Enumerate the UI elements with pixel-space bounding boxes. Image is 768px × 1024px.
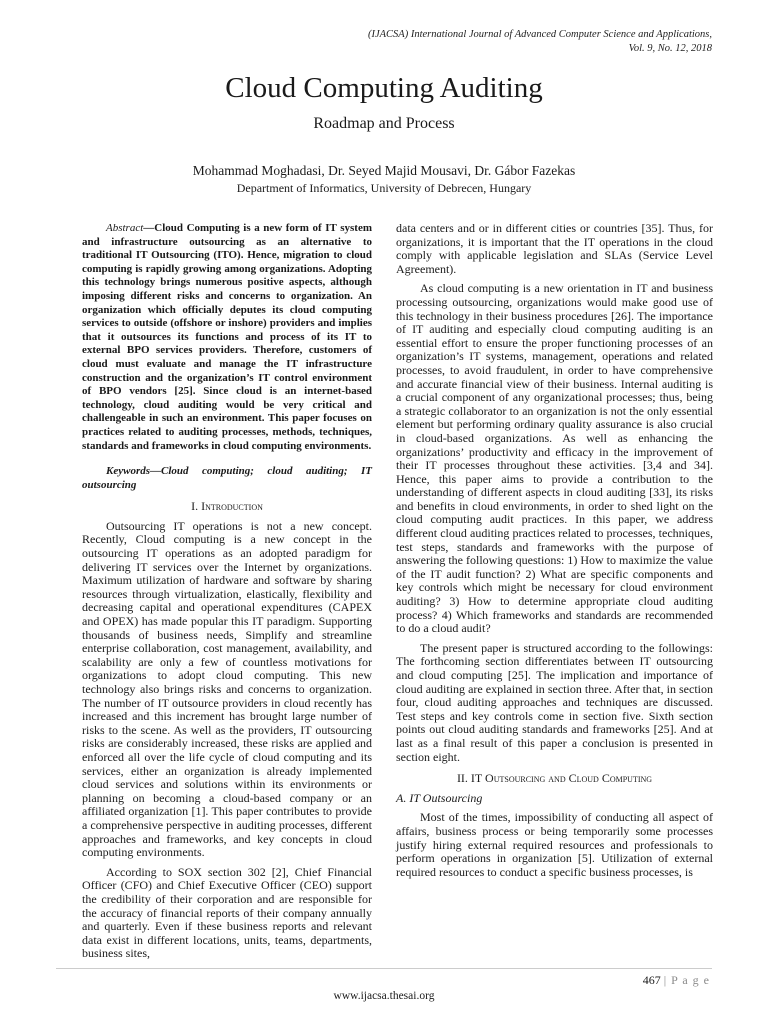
journal-name: (IJACSA) International Journal of Advanced Computer Science and Applications, — [367, 29, 712, 40]
journal-header — [368, 28, 712, 56]
right-paragraph-1: data centers and or in different cities or countries [35]. Thus, for organizations, it is important that the IT operations in the cloud comply with applicable legislation and SLAs (Service Level Agreement). — [396, 221, 713, 276]
section-heading-introduction: I. Introduction — [191, 499, 263, 514]
footer-divider — [56, 968, 712, 969]
paper-subtitle: Roadmap and Process — [313, 115, 455, 132]
intro-paragraph-2: According to SOX section 302 [2], Chief Financial Officer (CFO) and Chief Executive Officer (CEO) support the credibility of their corporation and are responsible for the accuracy of financial reports of their company annually and quarterly. Even if these business reports and relevant data exist in different locations, units, teams, departments, business sites, — [82, 864, 372, 961]
journal-website[interactable]: www.ijacsa.thesai.org — [333, 990, 435, 1002]
intro-paragraph-1: Outsourcing IT operations is not a new concept. Recently, Cloud computing is a new concept in the outsourcing IT operations as an adopted paradigm for delivering IT services over the Internet by organizations. Maximum utilization of hardware and software by sharing resources through virtualization, elastically, flexibility and decreasing capital and operational expenditures (CAPEX and OPEX) has made popular this IT paradigm. Supporting thousands of business needs, Simplify and streamline enterprise collaboration, cost management, availability, and scalability are only a few of countless motivations for organizations to adopt cloud computing. This new technology also brings risks and concerns to organization. The number of IT outsource providers in cloud recently has increased and this increment has brought large number of risks to the scene. As well as the providers, IT outsourcing risks are considerably increased, these risks are applied and enforced all over the life cycle of cloud computing and its services, either an organization is already implemented cloud services and solutions within its environments or planning on becoming a cloud-based company or an affiliated organization [1]. This paper contributes to provide a comprehensive perspective in auditing processes, different approaches and frameworks, and key concepts in cloud computing environments. — [82, 518, 372, 860]
keywords: Keywords—Cloud computing; cloud auditing; IT outsourcing — [82, 465, 372, 491]
paper-authors: Mohammad Moghadasi, Dr. Seyed Majid Mousavi, Dr. Gábor Fazekas — [192, 163, 576, 178]
right-paragraph-4: Most of the times, impossibility of conducting all aspect of affairs, business process or being temporarily some processes justify hiring external required resources and professionals to perform operations in organization [5]. Utilization of external required resources to conduct a specific business processes, is — [396, 810, 713, 879]
journal-volume: Vol. 9, No. 12, 2018 — [628, 43, 712, 54]
right-column — [396, 222, 713, 879]
paper-affiliation: Department of Informatics, University of Debrecen, Hungary — [236, 181, 532, 195]
page-label: | P a g e — [663, 973, 710, 987]
subsection-heading-it-outsourcing: A. IT Outsourcing — [396, 790, 483, 805]
section-heading-it-outsourcing: II. IT Outsourcing and Cloud Computing — [456, 771, 653, 786]
abstract-lead: Abstract — [106, 222, 144, 234]
page-number-value: 467 — [642, 973, 661, 987]
left-column — [82, 222, 372, 961]
right-paragraph-2: As cloud computing is a new orientation in IT and business processing outsourcing, organizations would make good use of this technology in their business procedures [26]. The importance of IT auditing and especially cloud computing auditing is an essential effort to ensure the proper functioning processes of an organization’s IT systems, management, operations and related processes, to avoid fraudulent, in order to have comprehensive and accurate financial view of their business. Internal auditing is a crucial component of any organizational processes; thus, being a strategic collaborator to an organization is not the only essential element but performing ordinary quality assurance is also crucial in cloud-based organizations. As well as enhancing the organizations’ productivity and efficacy in the improvement of their IT processes throughout these activities. [3,4 and 34]. Hence, this paper aims to provide a contribution to the understanding of different aspects in cloud auditing [33], its risks and benefits in cloud environments, in order to shed light on the cloud computing audit practices. In this paper, we address different cloud auditing practices related to processes, techniques, test steps, standards and frameworks with the purpose of answering the following questions: 1) How to maximize the value of the IT audit function? 2) What are specific components and key controls which might be necessary for cloud environment auditing? 3) How to determine appropriate cloud auditing process? 4) Which frameworks and standards are recommended to do a cloud audit? — [396, 281, 713, 636]
page-number — [643, 972, 710, 988]
right-paragraph-3: The present paper is structured according to the followings: The forthcoming section differentiates between IT outsourcing and cloud computing [25]. The implication and importance of cloud auditing are explained in section three. After that, in section four, cloud auditing approaches and techniques are discussed. Test steps and key controls come in section five. Sixth section points out cloud auditing standards and frameworks [25]. And at last as a final result of this paper a conclusion is presented in section eight. — [396, 640, 713, 764]
paper-title: Cloud Computing Auditing — [225, 72, 543, 104]
abstract-body: —Cloud Computing is a new form of IT system and infrastructure outsourcing as an alternative to traditional IT Outsourcing (ITO). Hence, migration to cloud computing is rapidly growing among organizations. Adopting this technology brings numerous positive aspects, although imposing different risks and concerns to organization. An organization which officially deputes its cloud computing services to outside (offshore or inshore) providers and implies that it outsources its functions and process of its IT to external BPO services providers. Therefore, customers of cloud must evaluate and manage the IT infrastructure construction and the organization’s IT control environment of BPO vendors [25]. Since cloud is an internet-based technology, cloud auditing would be very critical and challengeable in such an environment. This paper focuses on practices related to auditing processes, methods, techniques, standards and frameworks in cloud computing environments. — [82, 222, 372, 452]
abstract — [82, 222, 372, 453]
